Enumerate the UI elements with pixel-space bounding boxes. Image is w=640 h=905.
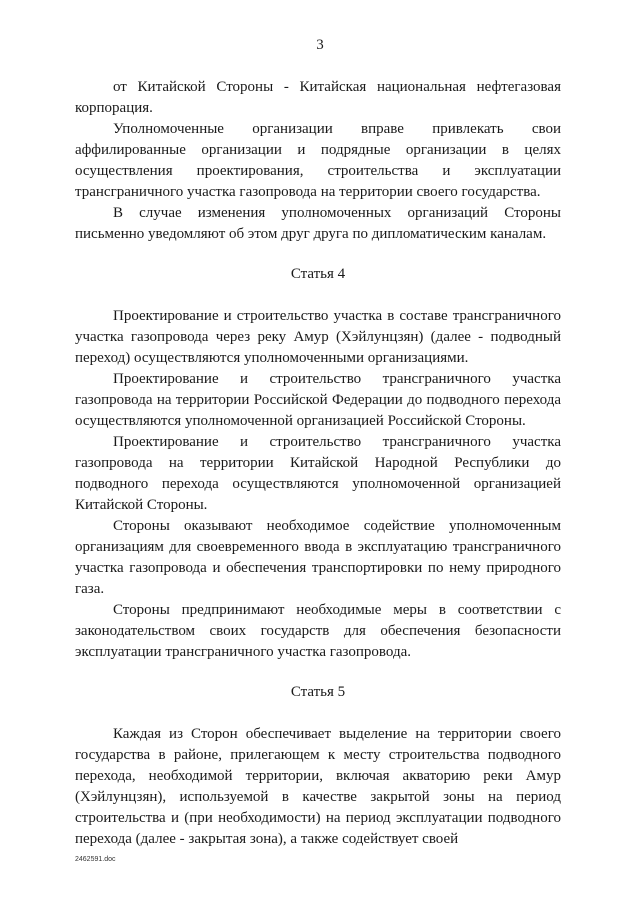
document-body (75, 77, 561, 850)
paragraph: Проектирование и строительство трансграничного участка газопровода на территории Китайской Народной Республики до подводного перехода осуществляются уполномоченной организацией Китайской Стороны. (75, 434, 561, 513)
paragraph: от Китайской Стороны - Китайская национальная нефтегазовая корпорация. (75, 79, 561, 116)
page-number: 3 (316, 37, 324, 53)
footer-doc-id: 2462591.doc (75, 856, 116, 863)
paragraph: Стороны оказывают необходимое содействие уполномоченным организациям для своевременного ввода в эксплуатацию трансграничного участка газопровода и обеспечения транспортировки по нему природного газа. (75, 518, 561, 597)
paragraph: Уполномоченные организации вправе привлекать свои аффилированные организации и подрядные организации в целях осуществления проектирования, строительства и эксплуатации трансграничного участка газопровода на территории своего государства. (75, 121, 561, 200)
paragraph: В случае изменения уполномоченных организаций Стороны письменно уведомляют об этом друг друга по дипломатическим каналам. (75, 205, 561, 242)
article-heading: Статья 4 (290, 266, 346, 282)
paragraph: Стороны предпринимают необходимые меры в соответствии с законодательством своих государств для обеспечения безопасности эксплуатации трансграничного участка газопровода. (75, 602, 561, 660)
paragraph: Проектирование и строительство трансграничного участка газопровода на территории Российской Федерации до подводного перехода осуществляются уполномоченной организацией Российской Стороны. (75, 371, 561, 429)
article-heading: Статья 5 (290, 684, 346, 700)
paragraph: Проектирование и строительство участка в составе трансграничного участка газопровода через реку Амур (Хэйлунцзян) (далее - подводный переход) осуществляются уполномоченными организациями. (75, 308, 561, 366)
paragraph: Каждая из Сторон обеспечивает выделение на территории своего государства в районе, прилегающем к месту строительства подводного перехода, необходимой территории, включая акваторию реки Амур (Хэйлунцзян), используемой в качестве закрытой зоны на период строительства и (при необходимости) на период эксплуатации подводного перехода (далее - закрытая зона), а также содействует своей (75, 726, 561, 847)
